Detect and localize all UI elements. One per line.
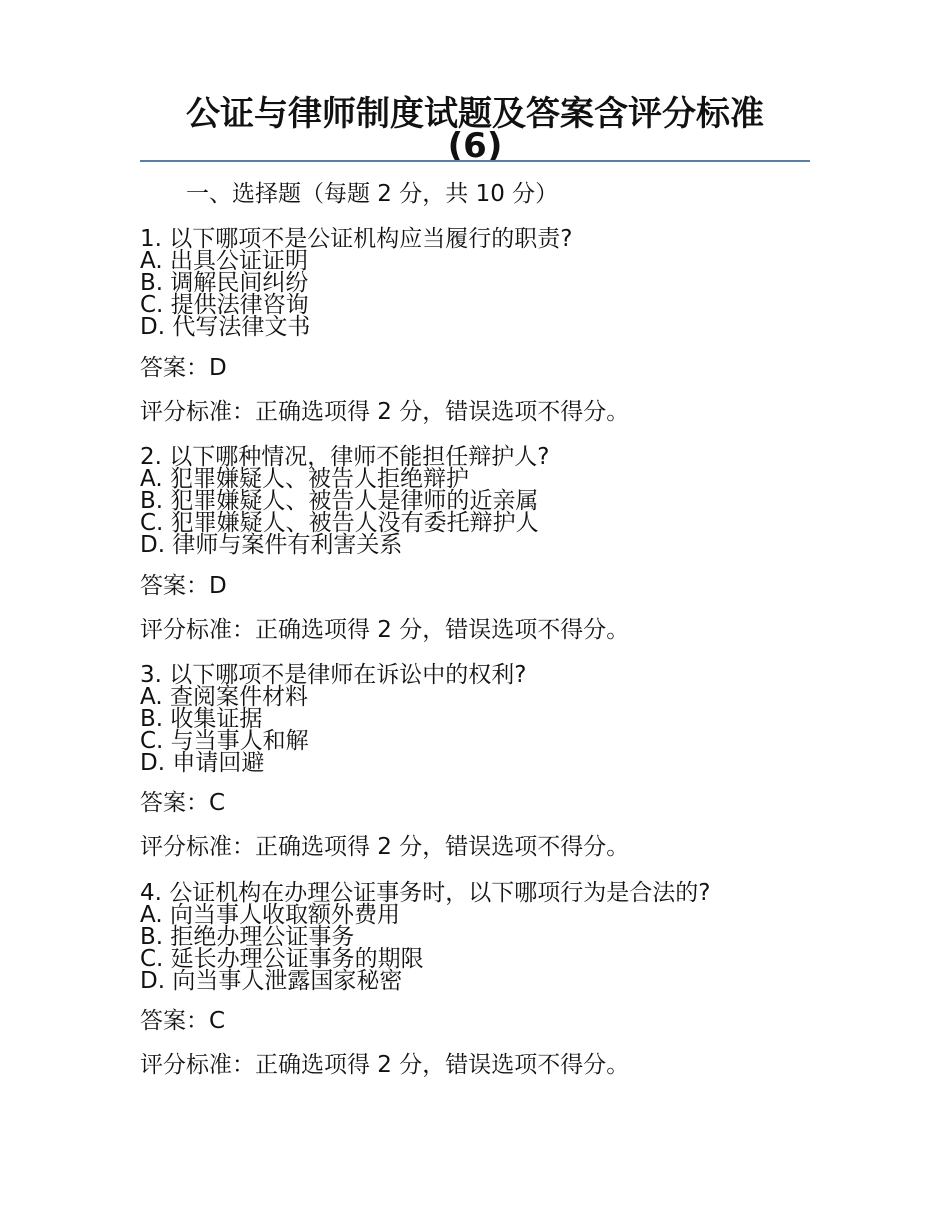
answer-1: 答案：D [140, 355, 227, 381]
answer-4: 答案：C [140, 1008, 226, 1034]
option-b: B. 收集证据 [140, 706, 263, 732]
option-d: D. 代写法律文书 [140, 314, 311, 340]
answer-2: 答案：D [140, 573, 227, 599]
option-c: C. 犯罪嫌疑人、被告人没有委托辩护人 [140, 510, 539, 536]
section-heading: 一、选择题（每题 2 分，共 10 分） [186, 181, 559, 207]
question-1 [140, 228, 840, 338]
option-a: A. 出具公证证明 [140, 248, 308, 274]
answer-3: 答案：C [140, 790, 226, 816]
question-3 [140, 664, 840, 774]
option-c: C. 提供法律咨询 [140, 292, 309, 318]
title-divider [140, 160, 810, 162]
scoring-2: 评分标准：正确选项得 2 分，错误选项不得分。 [140, 617, 630, 643]
question-stem: 3. 以下哪项不是律师在诉讼中的权利? [140, 662, 527, 688]
option-b: B. 调解民间纠纷 [140, 270, 309, 296]
option-d: D. 向当事人泄露国家秘密 [140, 968, 403, 994]
scoring-3: 评分标准：正确选项得 2 分，错误选项不得分。 [140, 834, 630, 860]
option-c: C. 与当事人和解 [140, 728, 309, 754]
option-d: D. 申请回避 [140, 750, 265, 776]
scoring-4: 评分标准：正确选项得 2 分，错误选项不得分。 [140, 1052, 630, 1078]
question-stem: 4. 公证机构在办理公证事务时，以下哪项行为是合法的? [140, 880, 711, 906]
question-stem: 2. 以下哪种情况，律师不能担任辩护人? [140, 444, 550, 470]
title-line-2: (6) [447, 126, 503, 166]
page-title [140, 94, 810, 166]
question-stem: 1. 以下哪项不是公证机构应当履行的职责? [140, 226, 573, 252]
option-d: D. 律师与案件有利害关系 [140, 532, 403, 558]
option-b: B. 拒绝办理公证事务 [140, 924, 355, 950]
option-a: A. 向当事人收取额外费用 [140, 902, 400, 928]
title-line-1: 公证与律师制度试题及答案含评分标准 [186, 94, 764, 134]
option-a: A. 犯罪嫌疑人、被告人拒绝辩护 [140, 466, 469, 492]
question-4 [140, 882, 840, 992]
question-2 [140, 446, 840, 556]
option-a: A. 查阅案件材料 [140, 684, 308, 710]
scoring-1: 评分标准：正确选项得 2 分，错误选项不得分。 [140, 399, 630, 425]
option-c: C. 延长办理公证事务的期限 [140, 946, 424, 972]
option-b: B. 犯罪嫌疑人、被告人是律师的近亲属 [140, 488, 539, 514]
